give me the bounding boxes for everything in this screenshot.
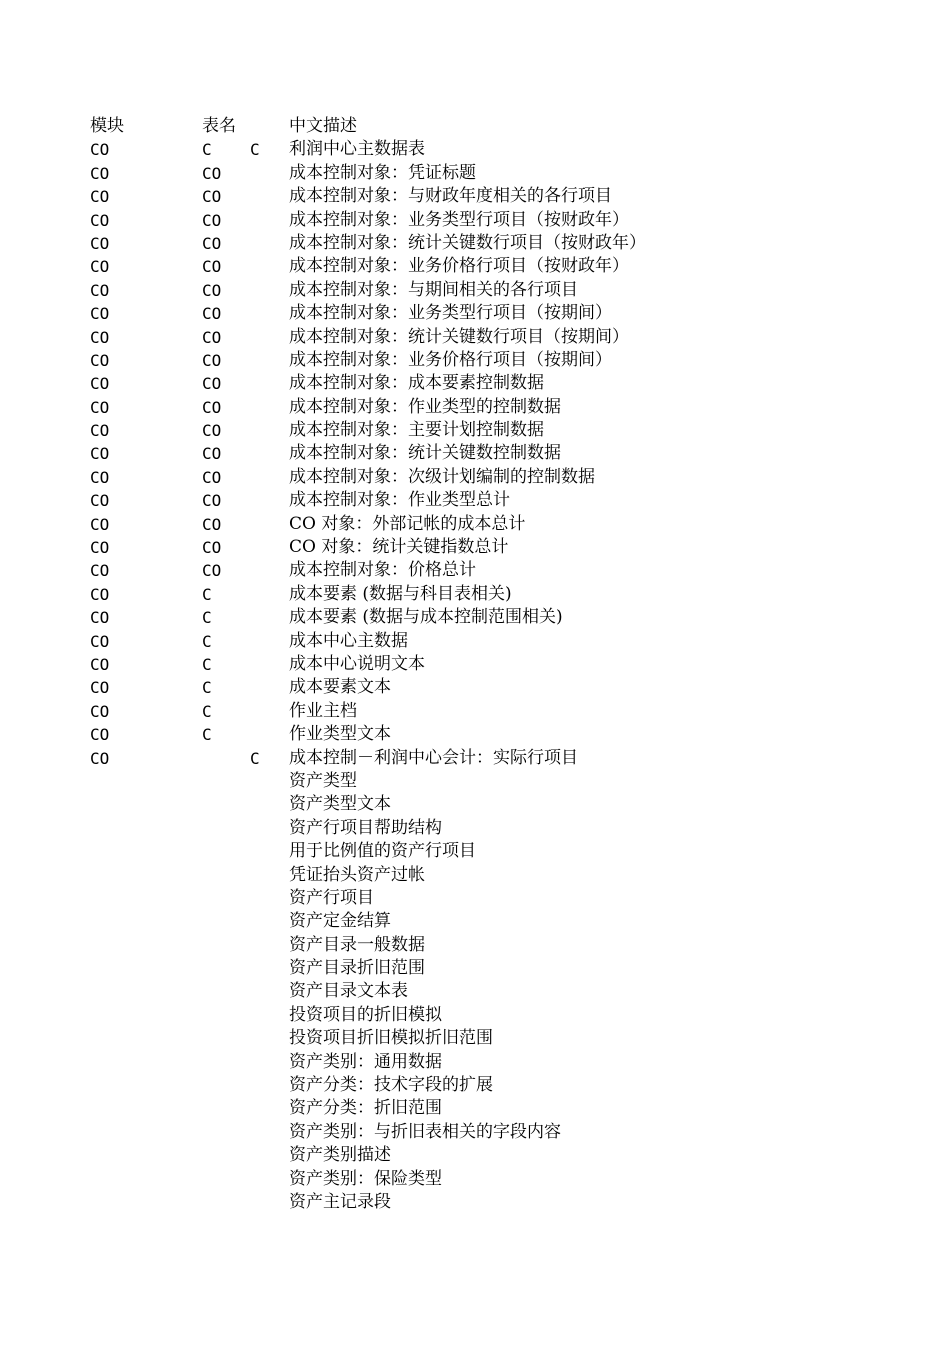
table-cell: CO [202, 561, 222, 581]
description-cell: 成本控制对象：成本要素控制数据 [289, 373, 544, 394]
description-cell: 资产类别：与折旧表相关的字段内容 [289, 1121, 561, 1142]
description-cell: 成本控制对象：业务类型行项目（按财政年） [289, 209, 629, 230]
module-cell: CO [90, 725, 110, 745]
table-cell: CO [202, 491, 222, 511]
description-cell: 资产定金结算 [289, 911, 391, 932]
description-cell: 资产类型 [289, 770, 357, 791]
table-row [0, 1144, 950, 1167]
module-cell: CO [90, 350, 110, 370]
table-row [0, 255, 950, 278]
description-cell: 成本控制对象：业务类型行项目（按期间） [289, 303, 612, 324]
table-row [0, 700, 950, 723]
table-row [0, 232, 950, 255]
description-cell: 成本要素 (数据与成本控制范围相关) [289, 607, 563, 628]
module-cell: CO [90, 280, 110, 300]
table-row [0, 162, 950, 185]
table-row [0, 559, 950, 582]
table-row [0, 326, 950, 349]
table-cell: C [202, 631, 212, 651]
description-cell: 资产类别描述 [289, 1145, 391, 1166]
table-cell: C [202, 678, 212, 698]
table-row [0, 653, 950, 676]
description-cell: CO 对象：统计关键指数总计 [289, 537, 509, 558]
table-row [0, 1074, 950, 1097]
table-row [0, 138, 950, 161]
description-cell: 作业类型文本 [289, 724, 391, 745]
module-cell: CO [90, 187, 110, 207]
description-cell: 成本控制－利润中心会计：实际行项目 [289, 747, 578, 768]
description-cell: 成本中心说明文本 [289, 653, 425, 674]
table-row [0, 536, 950, 559]
spreadsheet [0, 115, 950, 1214]
table-cell: CO [202, 444, 222, 464]
table-cell: CO [202, 514, 222, 534]
description-cell: 成本控制对象：作业类型总计 [289, 490, 510, 511]
table-row [0, 793, 950, 816]
description-cell: 作业主档 [289, 700, 357, 721]
description-cell: 成本控制对象：业务价格行项目（按期间） [289, 349, 612, 370]
description-cell: 资产分类：技术字段的扩展 [289, 1075, 493, 1096]
table-cell: C [202, 701, 212, 721]
table-cell: CO [202, 374, 222, 394]
table-row [0, 1051, 950, 1074]
module-cell: CO [90, 467, 110, 487]
description-cell: 利润中心主数据表 [289, 139, 425, 160]
table-row [0, 676, 950, 699]
module-cell: CO [90, 140, 110, 160]
table-row [0, 817, 950, 840]
table-row [0, 770, 950, 793]
table-row [0, 630, 950, 653]
table-cell: C [202, 584, 212, 604]
table-cell: CO [202, 350, 222, 370]
table-cell: C [202, 608, 212, 628]
table-cell: CO [202, 304, 222, 324]
description-cell: 成本控制对象：统计关键数控制数据 [289, 443, 561, 464]
table-cell: C [202, 654, 212, 674]
table-row [0, 980, 950, 1003]
module-cell: CO [90, 163, 110, 183]
table-row [0, 396, 950, 419]
module-cell: CO [90, 678, 110, 698]
module-cell: CO [90, 631, 110, 651]
module-cell: CO [90, 374, 110, 394]
header-description: 中文描述 [289, 116, 357, 136]
table-row [0, 419, 950, 442]
header-row [0, 115, 950, 138]
table-row [0, 1191, 950, 1214]
description-cell: 成本控制对象：作业类型的控制数据 [289, 396, 561, 417]
table-cell: CO [202, 327, 222, 347]
description-cell: 成本控制对象：次级计划编制的控制数据 [289, 466, 595, 487]
header-table: 表名 [202, 116, 236, 136]
table-cell: C [202, 725, 212, 745]
table-row [0, 209, 950, 232]
description-cell: 成本控制对象：业务价格行项目（按财政年） [289, 256, 629, 277]
description-cell: 成本控制对象：主要计划控制数据 [289, 420, 544, 441]
module-cell: CO [90, 491, 110, 511]
table-cell: CO [202, 257, 222, 277]
table-row [0, 864, 950, 887]
table-row [0, 442, 950, 465]
table-cell: CO [202, 280, 222, 300]
module-cell: CO [90, 538, 110, 558]
description-cell: 投资项目折旧模拟折旧范围 [289, 1028, 493, 1049]
description-cell: 资产行项目帮助结构 [289, 817, 442, 838]
description-cell: 资产目录文本表 [289, 981, 408, 1002]
module-cell: CO [90, 748, 110, 768]
module-cell: CO [90, 654, 110, 674]
table-row [0, 279, 950, 302]
description-cell: 资产类别：通用数据 [289, 1051, 442, 1072]
description-cell: 资产分类：折旧范围 [289, 1098, 442, 1119]
description-cell: 凭证抬头资产过帐 [289, 864, 425, 885]
table-row [0, 723, 950, 746]
table-cell: CO [202, 538, 222, 558]
module-cell: CO [90, 514, 110, 534]
module-cell: CO [90, 233, 110, 253]
table-row [0, 302, 950, 325]
module-cell: CO [90, 561, 110, 581]
table-cell: CO [202, 187, 222, 207]
description-cell: 资产行项目 [289, 887, 374, 908]
table-row [0, 466, 950, 489]
table-row [0, 934, 950, 957]
table-row [0, 887, 950, 910]
module-cell: CO [90, 608, 110, 628]
table-row [0, 583, 950, 606]
table-cell: CO [202, 467, 222, 487]
table-row [0, 185, 950, 208]
description-cell: 资产类型文本 [289, 794, 391, 815]
table-row [0, 957, 950, 980]
header-module: 模块 [90, 116, 124, 136]
description-cell: 成本中心主数据 [289, 630, 408, 651]
table-row [0, 1097, 950, 1120]
description-cell: 资产主记录段 [289, 1191, 391, 1212]
table-cell: CO [202, 397, 222, 417]
description-cell: 用于比例值的资产行项目 [289, 841, 476, 862]
table-row [0, 513, 950, 536]
module-cell: CO [90, 397, 110, 417]
table-row [0, 606, 950, 629]
table-cell: CO [202, 421, 222, 441]
table-row [0, 349, 950, 372]
table-row [0, 910, 950, 933]
table-row [0, 489, 950, 512]
description-cell: 成本控制对象：与期间相关的各行项目 [289, 279, 578, 300]
description-cell: 投资项目的折旧模拟 [289, 1004, 442, 1025]
module-cell: CO [90, 701, 110, 721]
table-body [0, 138, 950, 1214]
description-cell: 资产目录折旧范围 [289, 958, 425, 979]
description-cell: 资产目录一般数据 [289, 934, 425, 955]
description-cell: CO 对象：外部记帐的成本总计 [289, 513, 526, 534]
module-cell: CO [90, 421, 110, 441]
description-cell: 成本控制对象：与财政年度相关的各行项目 [289, 186, 612, 207]
table-cell: CO [202, 163, 222, 183]
table-cell: CO [202, 233, 222, 253]
table-cell: C [202, 140, 212, 160]
table-row [0, 747, 950, 770]
table-row [0, 372, 950, 395]
table-row [0, 1027, 950, 1050]
table-row [0, 840, 950, 863]
table-cell: CO [202, 210, 222, 230]
description-cell: 成本控制对象：统计关键数行项目（按期间） [289, 326, 629, 347]
module-cell: CO [90, 210, 110, 230]
module-cell: CO [90, 584, 110, 604]
description-cell: 成本要素 (数据与科目表相关) [289, 583, 512, 604]
table-row [0, 1168, 950, 1191]
table-row [0, 1121, 950, 1144]
module-cell: CO [90, 257, 110, 277]
description-cell: 成本控制对象：凭证标题 [289, 162, 476, 183]
description-cell: 成本控制对象：价格总计 [289, 560, 476, 581]
module-cell: CO [90, 304, 110, 324]
table-suffix-cell: C [250, 748, 260, 768]
description-cell: 成本控制对象：统计关键数行项目（按财政年） [289, 232, 646, 253]
module-cell: CO [90, 327, 110, 347]
module-cell: CO [90, 444, 110, 464]
description-cell: 资产类别：保险类型 [289, 1168, 442, 1189]
table-row [0, 1004, 950, 1027]
table-suffix-cell: C [250, 140, 260, 160]
description-cell: 成本要素文本 [289, 677, 391, 698]
